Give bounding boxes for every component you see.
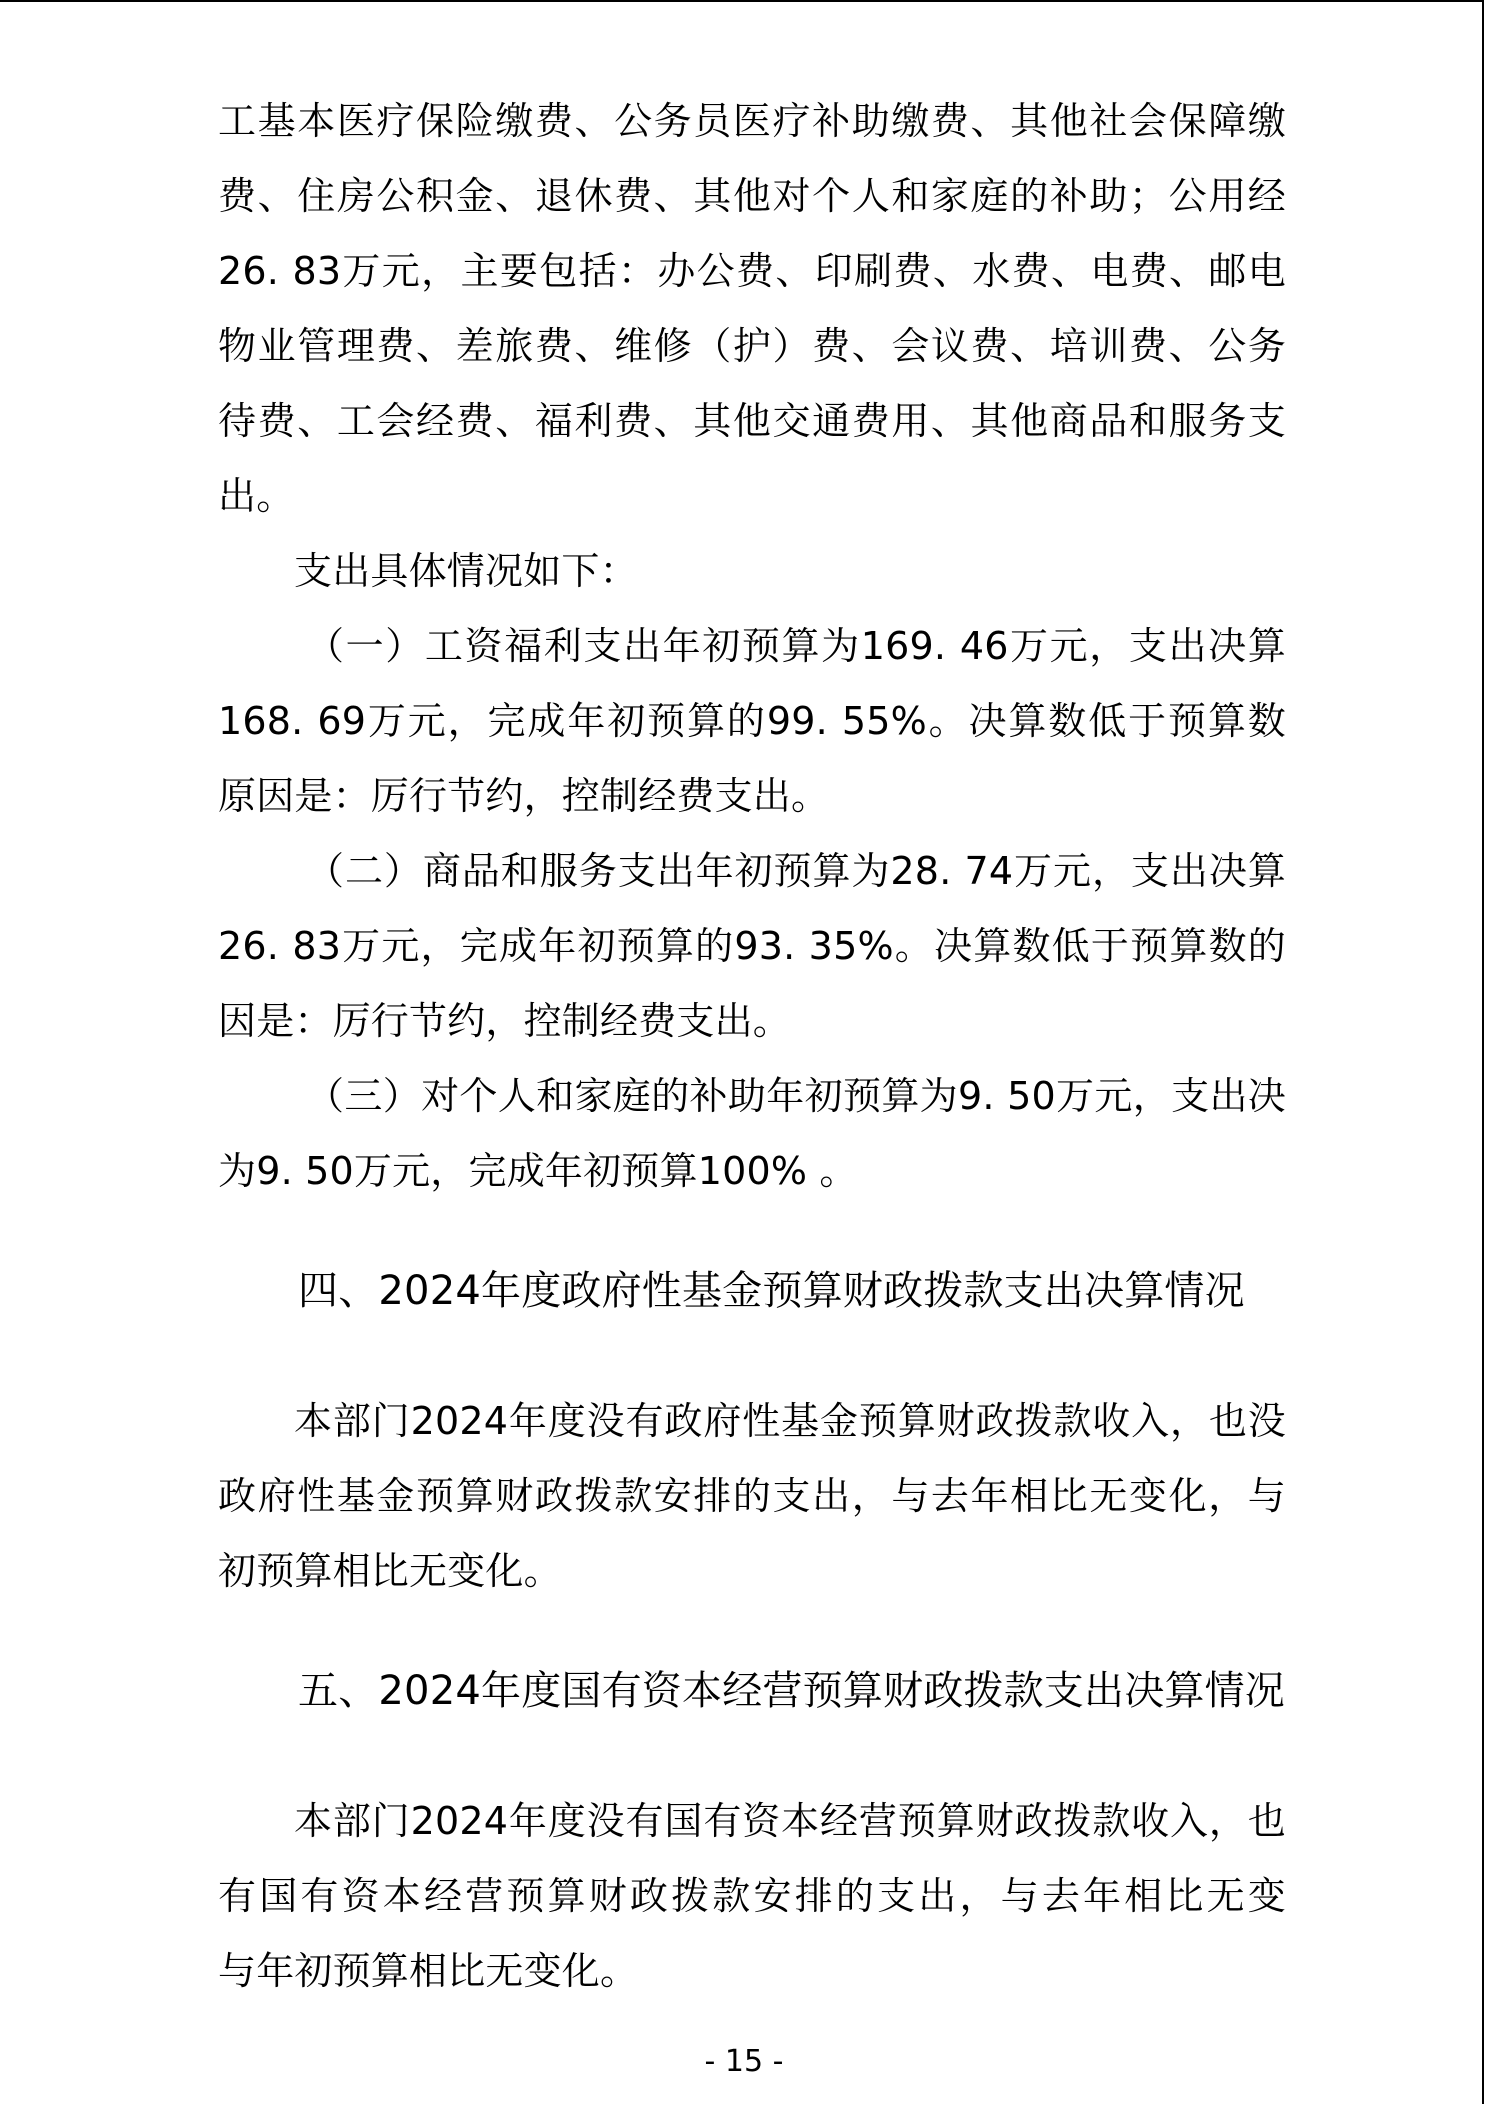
paragraph-line: 工基本医疗保险缴费、公务员医疗补助缴费、其他社会保障缴	[218, 99, 1286, 143]
paragraph-line: 有国有资本经营预算财政拨款安排的支出，与去年相比无变	[218, 1874, 1286, 1918]
paragraph-line: 为9. 50万元，完成年初预算100% 。	[218, 1149, 858, 1193]
paragraph-line: 本部门2024年度没有国有资本经营预算财政拨款收入，也	[294, 1799, 1286, 1843]
paragraph-line: （一）工资福利支出年初预算为169. 46万元，支出决算	[306, 624, 1286, 668]
paragraph-line: 待费、工会经费、福利费、其他交通费用、其他商品和服务支	[218, 399, 1286, 443]
paragraph-line: 因是：厉行节约，控制经费支出。	[218, 999, 792, 1043]
paragraph-line: 物业管理费、差旅费、维修（护）费、会议费、培训费、公务	[218, 324, 1286, 368]
paragraph-line: 与年初预算相比无变化。	[218, 1949, 639, 1993]
section-heading: 五、2024年度国有资本经营预算财政拨款支出决算情况	[298, 1668, 1285, 1714]
paragraph-line: （二）商品和服务支出年初预算为28. 74万元，支出决算	[306, 849, 1286, 893]
paragraph-line: 原因是：厉行节约，控制经费支出。	[218, 774, 830, 818]
paragraph-line: （三）对个人和家庭的补助年初预算为9. 50万元，支出决	[306, 1074, 1286, 1118]
paragraph-line: 支出具体情况如下：	[294, 549, 638, 593]
paragraph-line: 26. 83万元，主要包括：办公费、印刷费、水费、电费、邮电	[218, 249, 1286, 293]
paragraph-line: 本部门2024年度没有政府性基金预算财政拨款收入，也没	[294, 1399, 1286, 1443]
paragraph-line: 政府性基金预算财政拨款安排的支出，与去年相比无变化，与	[218, 1474, 1286, 1518]
paragraph-line: 出。	[218, 474, 295, 518]
page-number: - 15 -	[704, 2044, 784, 2079]
paragraph-line: 168. 69万元，完成年初预算的99. 55%。决算数低于预算数	[218, 699, 1286, 743]
paragraph-line: 费、住房公积金、退休费、其他对个人和家庭的补助；公用经	[218, 174, 1286, 218]
section-heading: 四、2024年度政府性基金预算财政拨款支出决算情况	[298, 1268, 1245, 1314]
paragraph-line: 26. 83万元，完成年初预算的93. 35%。决算数低于预算数的	[218, 924, 1286, 968]
paragraph-line: 初预算相比无变化。	[218, 1549, 562, 1593]
